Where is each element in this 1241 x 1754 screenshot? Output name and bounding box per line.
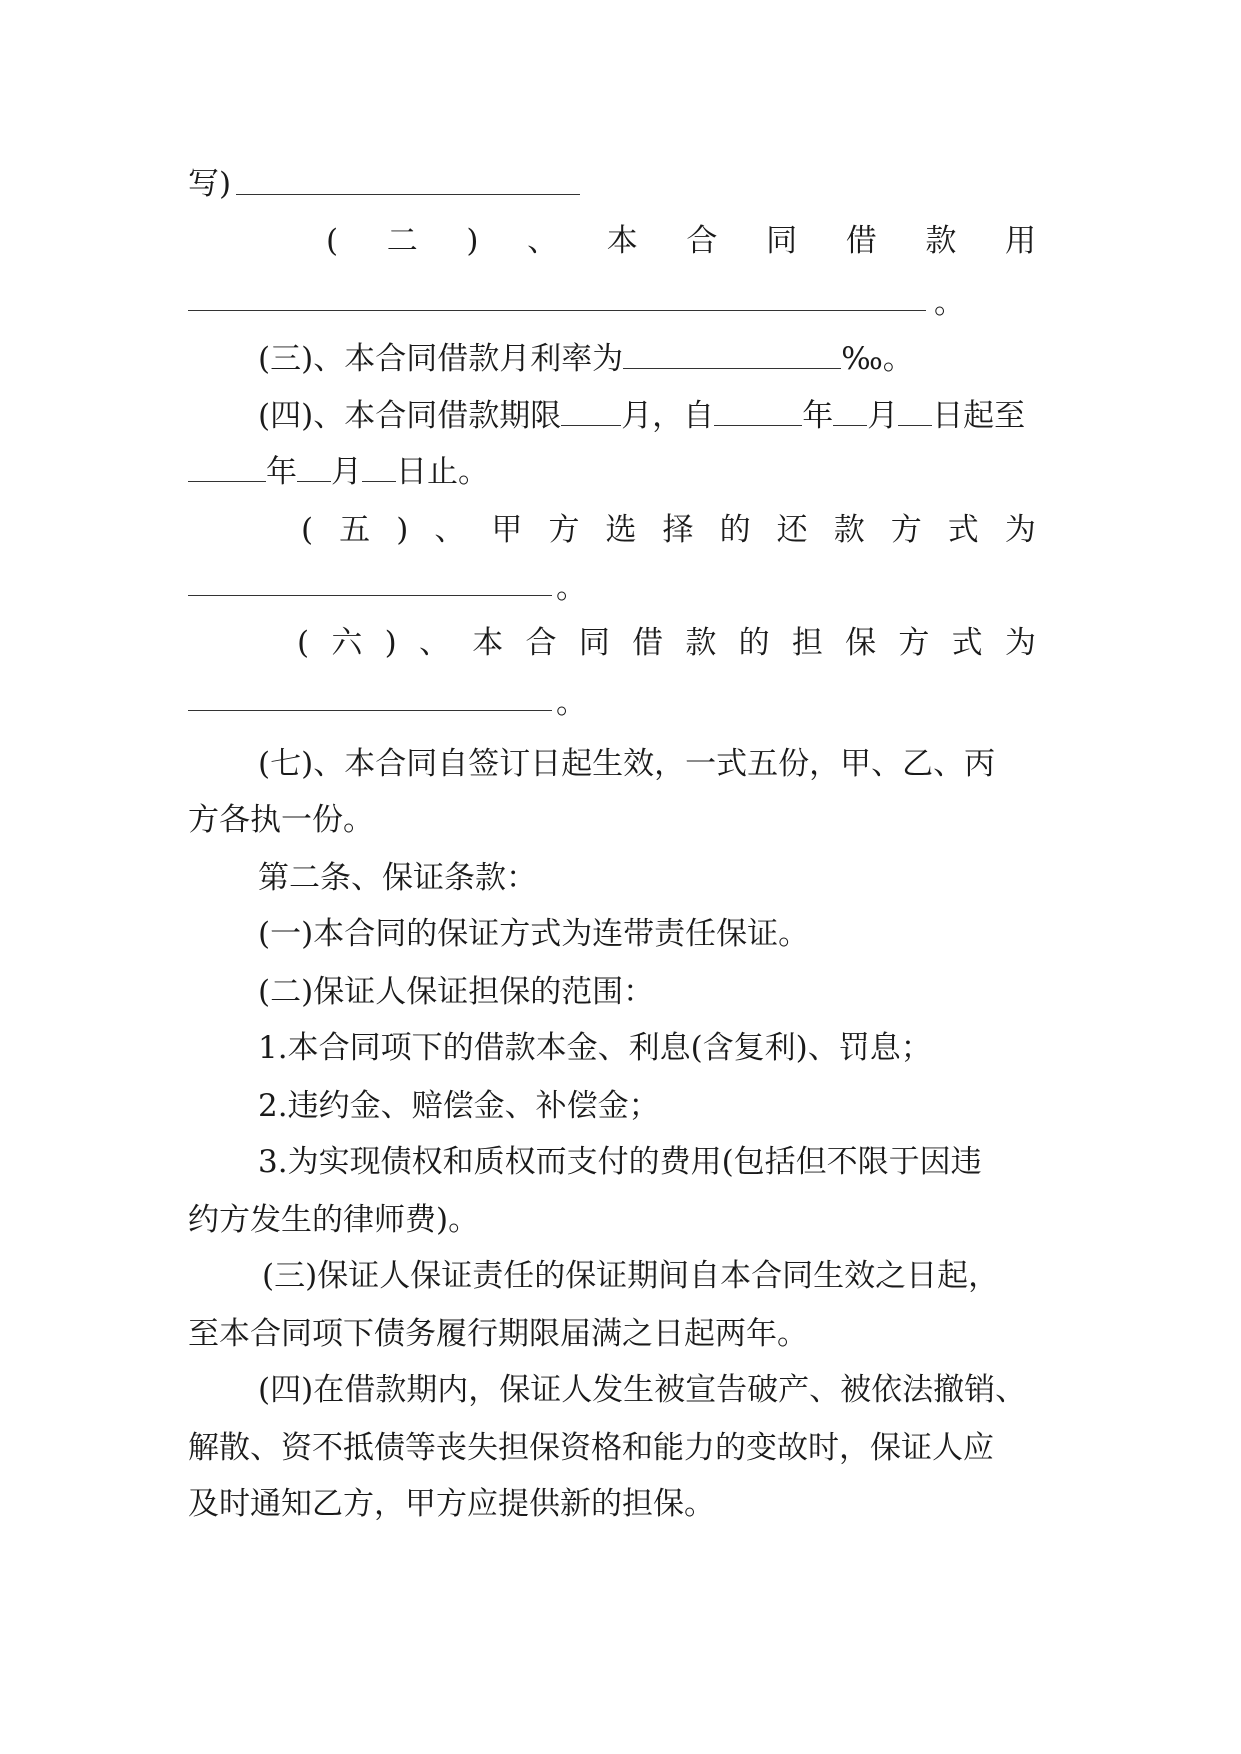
article-two-heading: 第二条、保证条款： — [258, 860, 537, 896]
month-text: 月 — [867, 398, 899, 434]
guarantee-item-three: (三)保证人保证责任的保证期间自本合同生效之日起， — [262, 1258, 1000, 1294]
guarantee-item-one: (一)本合同的保证方式为连带责任保证。 — [258, 916, 810, 952]
line-1 — [188, 164, 1056, 204]
heading-char: 方 — [898, 625, 930, 661]
heading-char: ) — [396, 512, 409, 548]
scope-item-3: 3.为实现债权和质权而支付的费用(包括但不限于因违 — [258, 1144, 982, 1180]
heading-char: 方 — [548, 512, 580, 548]
blank-purpose-fill — [236, 194, 580, 195]
heading-char: 还 — [776, 512, 808, 548]
heading-char: ( — [301, 512, 314, 548]
line-8-end — [556, 568, 596, 608]
heading-char: 款 — [925, 223, 957, 259]
heading-char: 式 — [947, 512, 979, 548]
blank-start-month — [833, 395, 867, 426]
full-stop: 。 — [556, 685, 587, 721]
permille-sign: ‰。 — [841, 341, 914, 377]
guarantee-item-two: (二)保证人保证担保的范围： — [258, 974, 655, 1010]
blank-end-month — [297, 451, 331, 482]
heading-char: 择 — [662, 512, 694, 548]
clause-four-text: (四)、本合同借款期限 — [258, 398, 562, 434]
guarantee-item-four-cont: 解散、资不抵债等丧失担保资格和能力的变故时，保证人应 — [188, 1430, 994, 1466]
heading-char: 同 — [766, 223, 798, 259]
line-10-end — [556, 683, 596, 723]
heading-char: 为 — [1004, 625, 1036, 661]
full-stop: 。 — [934, 285, 965, 321]
heading-char: 借 — [845, 223, 877, 259]
heading-char: 的 — [738, 625, 770, 661]
blank-loan-purpose — [188, 310, 926, 311]
heading-char: 为 — [1004, 512, 1036, 548]
clause-three-text: (三)、本合同借款月利率为 — [258, 341, 624, 377]
heading-char: 款 — [685, 625, 717, 661]
scope-item-2: 2.违约金、赔偿金、补偿金； — [258, 1088, 660, 1124]
blank-start-year — [714, 395, 802, 426]
guarantee-item-three-end: 至本合同项下债务履行期限届满之日起两年。 — [188, 1316, 808, 1352]
heading-char: 合 — [686, 223, 718, 259]
clause-two-heading — [326, 221, 1036, 261]
heading-char: ( — [326, 223, 339, 259]
month-from-text: 月，自 — [621, 398, 715, 434]
year-text: 年 — [802, 398, 834, 434]
heading-char: ) — [384, 625, 397, 661]
blank-end-year — [188, 451, 266, 482]
heading-char: 保 — [845, 625, 877, 661]
heading-char: 担 — [791, 625, 823, 661]
clause-three — [258, 338, 1056, 378]
heading-char: 本 — [606, 223, 638, 259]
heading-char: 甲 — [491, 512, 523, 548]
heading-char: 、 — [434, 512, 466, 548]
heading-char: 六 — [331, 625, 363, 661]
heading-char: ) — [466, 223, 479, 259]
text-continuation: 写) — [188, 166, 232, 202]
blank-repayment-method — [188, 595, 552, 596]
heading-char: 选 — [605, 512, 637, 548]
heading-char: 用 — [1004, 223, 1036, 259]
guarantee-item-four: (四)在借款期内，保证人发生被宣告破产、被依法撤销、 — [258, 1372, 1027, 1408]
heading-char: 同 — [578, 625, 610, 661]
heading-char: 借 — [632, 625, 664, 661]
clause-four-end — [188, 451, 1056, 491]
heading-char: 款 — [833, 512, 865, 548]
heading-char: ( — [297, 625, 310, 661]
scope-item-3-end: 约方发生的律师费)。 — [188, 1202, 480, 1238]
heading-char: 、 — [419, 625, 451, 661]
day-end-text: 日止。 — [396, 454, 489, 490]
clause-seven: (七)、本合同自签订日起生效，一式五份，甲、乙、丙 — [258, 746, 996, 782]
heading-char: 、 — [527, 223, 559, 259]
blank-interest-rate — [623, 338, 841, 369]
full-stop: 。 — [556, 570, 587, 606]
heading-char: 方 — [890, 512, 922, 548]
heading-char: 合 — [525, 625, 557, 661]
clause-seven-end: 方各执一份。 — [188, 802, 374, 838]
clause-four — [258, 395, 1056, 435]
year-text: 年 — [266, 454, 297, 490]
line-3-end — [934, 283, 974, 323]
blank-months — [561, 395, 621, 426]
blank-start-day — [898, 395, 932, 426]
heading-char: 的 — [719, 512, 751, 548]
clause-five-heading — [301, 510, 1036, 550]
blank-guarantee-method — [188, 710, 552, 711]
month-text: 月 — [331, 454, 362, 490]
heading-char: 本 — [472, 625, 504, 661]
heading-char: 二 — [386, 223, 418, 259]
heading-char: 五 — [339, 512, 371, 548]
scope-item-1: 1.本合同项下的借款本金、利息(含复利)、罚息； — [258, 1030, 932, 1066]
day-until-text: 日起至 — [932, 398, 1026, 434]
heading-char: 式 — [951, 625, 983, 661]
clause-six-heading — [297, 623, 1036, 663]
blank-end-day — [362, 451, 396, 482]
guarantee-item-four-end: 及时通知乙方，甲方应提供新的担保。 — [188, 1486, 715, 1522]
